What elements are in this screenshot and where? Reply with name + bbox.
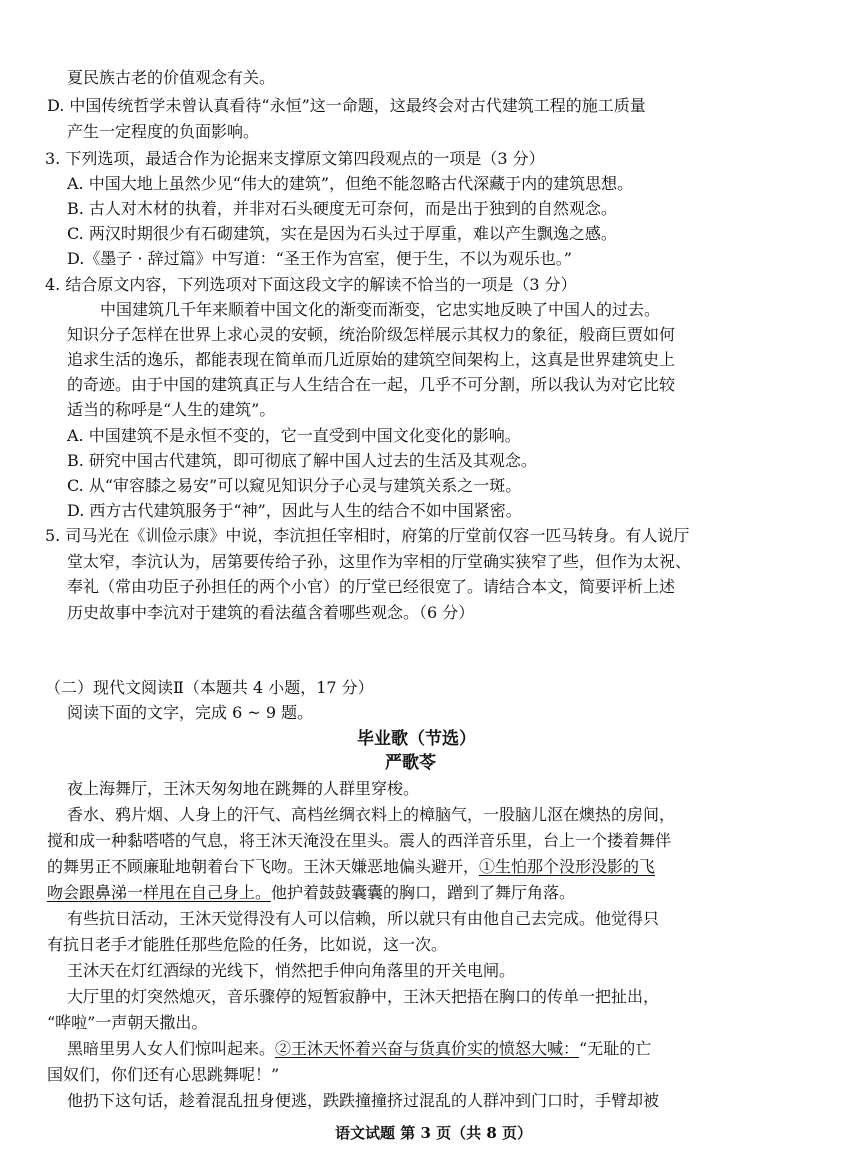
quote-line: 的奇迹。由于中国的建筑真正与人生结合在一起，几乎不可分割，所以我认为对它比较: [67, 375, 676, 394]
page-footer: 语文试题 第 3 页（共 8 页）: [335, 1124, 532, 1142]
option-d: D. 中国传统哲学未曾认真看待“永恒”这一命题，这最终会对古代建筑工程的施工质量: [47, 96, 646, 115]
text-line: 夏民族古老的价值观念有关。: [67, 68, 276, 87]
option-b: B. 研究中国古代建筑，即可彻底了解中国人过去的生活及其观念。: [67, 451, 537, 470]
section-heading: （二）现代文阅读Ⅱ（本题共 4 小题，17 分）: [45, 678, 374, 697]
quote-line: 追求生活的逸乐，都能表现在简单而几近原始的建筑空间架构上，这真是世界建筑史上: [67, 350, 676, 369]
quote-line: 知识分子怎样在世界上求心灵的安顿，统治阶级怎样展示其权力的象征，般商巨贾如何: [67, 325, 676, 344]
underlined-sentence-1: ①生怕那个没形没影的飞: [479, 857, 656, 876]
paragraph-line: 夜上海舞厅，王沐天匆匆地在跳舞的人群里穿梭。: [67, 779, 420, 798]
paragraph-line: 有抗日老手才能胜任那些危险的任务，比如说，这一次。: [47, 935, 448, 954]
option-d: D.《墨子 · 辞过篇》中写道：“圣王作为宫室，便于生，不以为观乐也。”: [67, 249, 572, 268]
option-c: C. 从“审容膝之易安”可以窥见知识分子心灵与建筑关系之一斑。: [67, 476, 522, 495]
text-span: 他护着鼓鼓囊囊的胸口，蹭到了舞厅角落。: [271, 883, 576, 902]
paragraph-line: “哗啦”一声朝天撒出。: [47, 1013, 208, 1032]
passage-author: 严歌苓: [385, 753, 436, 773]
question-3: 3. 下列选项，最适合作为论据来支撑原文第四段观点的一项是（3 分）: [45, 149, 545, 168]
passage-title: 毕业歌（节选）: [357, 729, 476, 749]
option-a: A. 中国大地上虽然少见“伟大的建筑”，但绝不能忽略古代深藏于内的建筑思想。: [67, 174, 634, 193]
text-line: 奉礼（常由功臣子孙担任的两个小官）的厅堂已经很宽了。请结合本文，简要评析上述: [67, 577, 676, 596]
paragraph-line: 搅和成一种黏嗒嗒的气息，将王沐天淹没在里头。震人的西洋音乐里，台上一个搂着舞伴: [47, 831, 672, 850]
option-b: B. 古人对木材的执着，并非对石头硬度无可奈何，而是出于独到的自然观念。: [67, 199, 617, 218]
paragraph-line: [47, 855, 655, 879]
option-a: A. 中国建筑不是永恒不变的，它一直受到中国文化变化的影响。: [67, 426, 521, 445]
text-span: 黑暗里男人女人们惊叫起来。: [67, 1039, 276, 1058]
text-line: 历史故事中李沆对于建筑的看法蕴含着哪些观念。（6 分）: [67, 603, 475, 622]
question-5: 5. 司马光在《训俭示康》中说，李沆担任宰相时，府第的厅堂前仅容一匹马转身。有人说厅: [45, 526, 690, 545]
text-span: 的舞男正不顾廉耻地朝着台下飞吻。王沐天嫌恶地偏头避开，: [47, 857, 480, 876]
text-span: “无耻的亡: [579, 1039, 652, 1058]
question-4: 4. 结合原文内容，下列选项对下面这段文字的解读不恰当的一项是（3 分）: [45, 275, 577, 294]
instruction: 阅读下面的文字，完成 6 ~ 9 题。: [67, 703, 314, 722]
paragraph-line: [67, 1037, 651, 1061]
underlined-sentence-2: ②王沐天怀着兴奋与货真价实的愤怒大喊：: [275, 1039, 580, 1058]
quote-line: 中国建筑几千年来顺着中国文化的渐变而渐变，它忠实地反映了中国人的过去。: [100, 300, 661, 319]
paragraph-line: 国奴们，你们还有心思跳舞呢！”: [47, 1065, 280, 1084]
paragraph-line: [47, 881, 575, 905]
paragraph-line: 有些抗日活动，王沐天觉得没有人可以信赖，所以就只有由他自己去完成。他觉得只: [67, 909, 660, 928]
quote-line: 适当的称呼是“人生的建筑”。: [67, 400, 276, 419]
paragraph-line: 他扔下这句话，趁着混乱扭身便逃，跌跌撞撞挤过混乱的人群冲到门口时，手臂却被: [67, 1091, 660, 1110]
option-d: D. 西方古代建筑服务于“神”，因此与人生的结合不如中国紧密。: [67, 501, 522, 520]
text-line: 产生一定程度的负面影响。: [67, 122, 260, 141]
underlined-sentence-1: 吻会跟鼻涕一样甩在自己身上。: [47, 883, 272, 902]
paragraph-line: 王沐天在灯红酒绿的光线下，悄然把手伸向角落里的开关电闸。: [67, 961, 516, 980]
paragraph-line: 香水、鸦片烟、人身上的汗气、高档丝绸衣料上的樟脑气，一股脑儿沤在燠热的房间，: [67, 805, 676, 824]
option-c: C. 两汉时期很少有石砌建筑，实在是因为石头过于厚重，难以产生飘逸之感。: [67, 224, 617, 243]
text-line: 堂太窄，李沆认为，居第要传给子孙，这里作为宰相的厅堂确实狭窄了些，但作为太祝、: [67, 552, 692, 571]
paragraph-line: 大厅里的灯突然熄灭，音乐骤停的短暂寂静中，王沐天把捂在胸口的传单一把扯出，: [67, 987, 660, 1006]
